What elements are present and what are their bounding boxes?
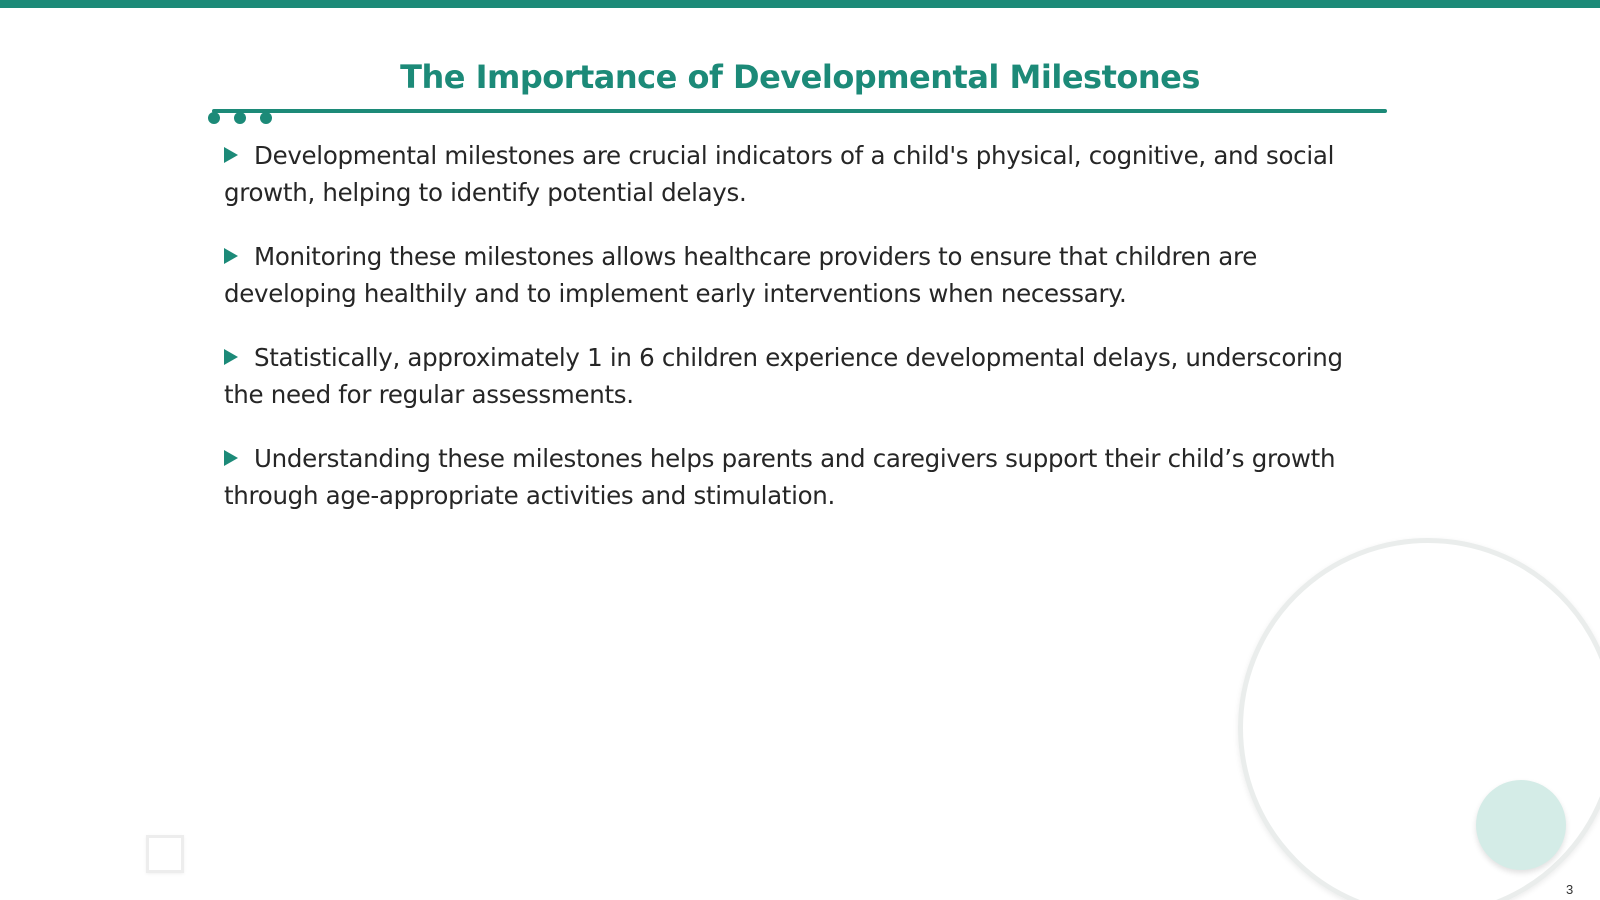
bullet-item xyxy=(224,440,1364,514)
underline-dot-2 xyxy=(234,112,246,124)
top-accent-bar xyxy=(0,0,1600,8)
bullet-text: Developmental milestones are crucial indicators of a child's physical, cognitive, and social growth, helping to identify potential delays. xyxy=(224,141,1335,207)
decorative-square xyxy=(146,835,184,873)
triangle-right-icon xyxy=(224,248,238,264)
bullet-text: Monitoring these milestones allows healthcare providers to ensure that children are developing healthily and to implement early interventions when necessary. xyxy=(224,242,1258,308)
triangle-right-icon xyxy=(224,450,238,466)
triangle-right-icon xyxy=(224,349,238,365)
slide-title: The Importance of Developmental Milestones xyxy=(400,58,1200,96)
bullet-list xyxy=(224,137,1364,541)
bullet-item xyxy=(224,339,1364,413)
bullet-text: Understanding these milestones helps parents and caregivers support their child’s growth through age-appropriate activities and stimulation. xyxy=(224,444,1336,510)
bullet-item xyxy=(224,137,1364,211)
bullet-item xyxy=(224,238,1364,312)
underline-dot-1 xyxy=(208,112,220,124)
bullet-text: Statistically, approximately 1 in 6 children experience developmental delays, underscoring the need for regular assessments. xyxy=(224,343,1343,409)
page-number: 3 xyxy=(1566,882,1574,897)
triangle-right-icon xyxy=(224,147,238,163)
underline-dot-3 xyxy=(260,112,272,124)
decorative-circle xyxy=(1476,780,1566,870)
title-underline xyxy=(212,109,1387,113)
